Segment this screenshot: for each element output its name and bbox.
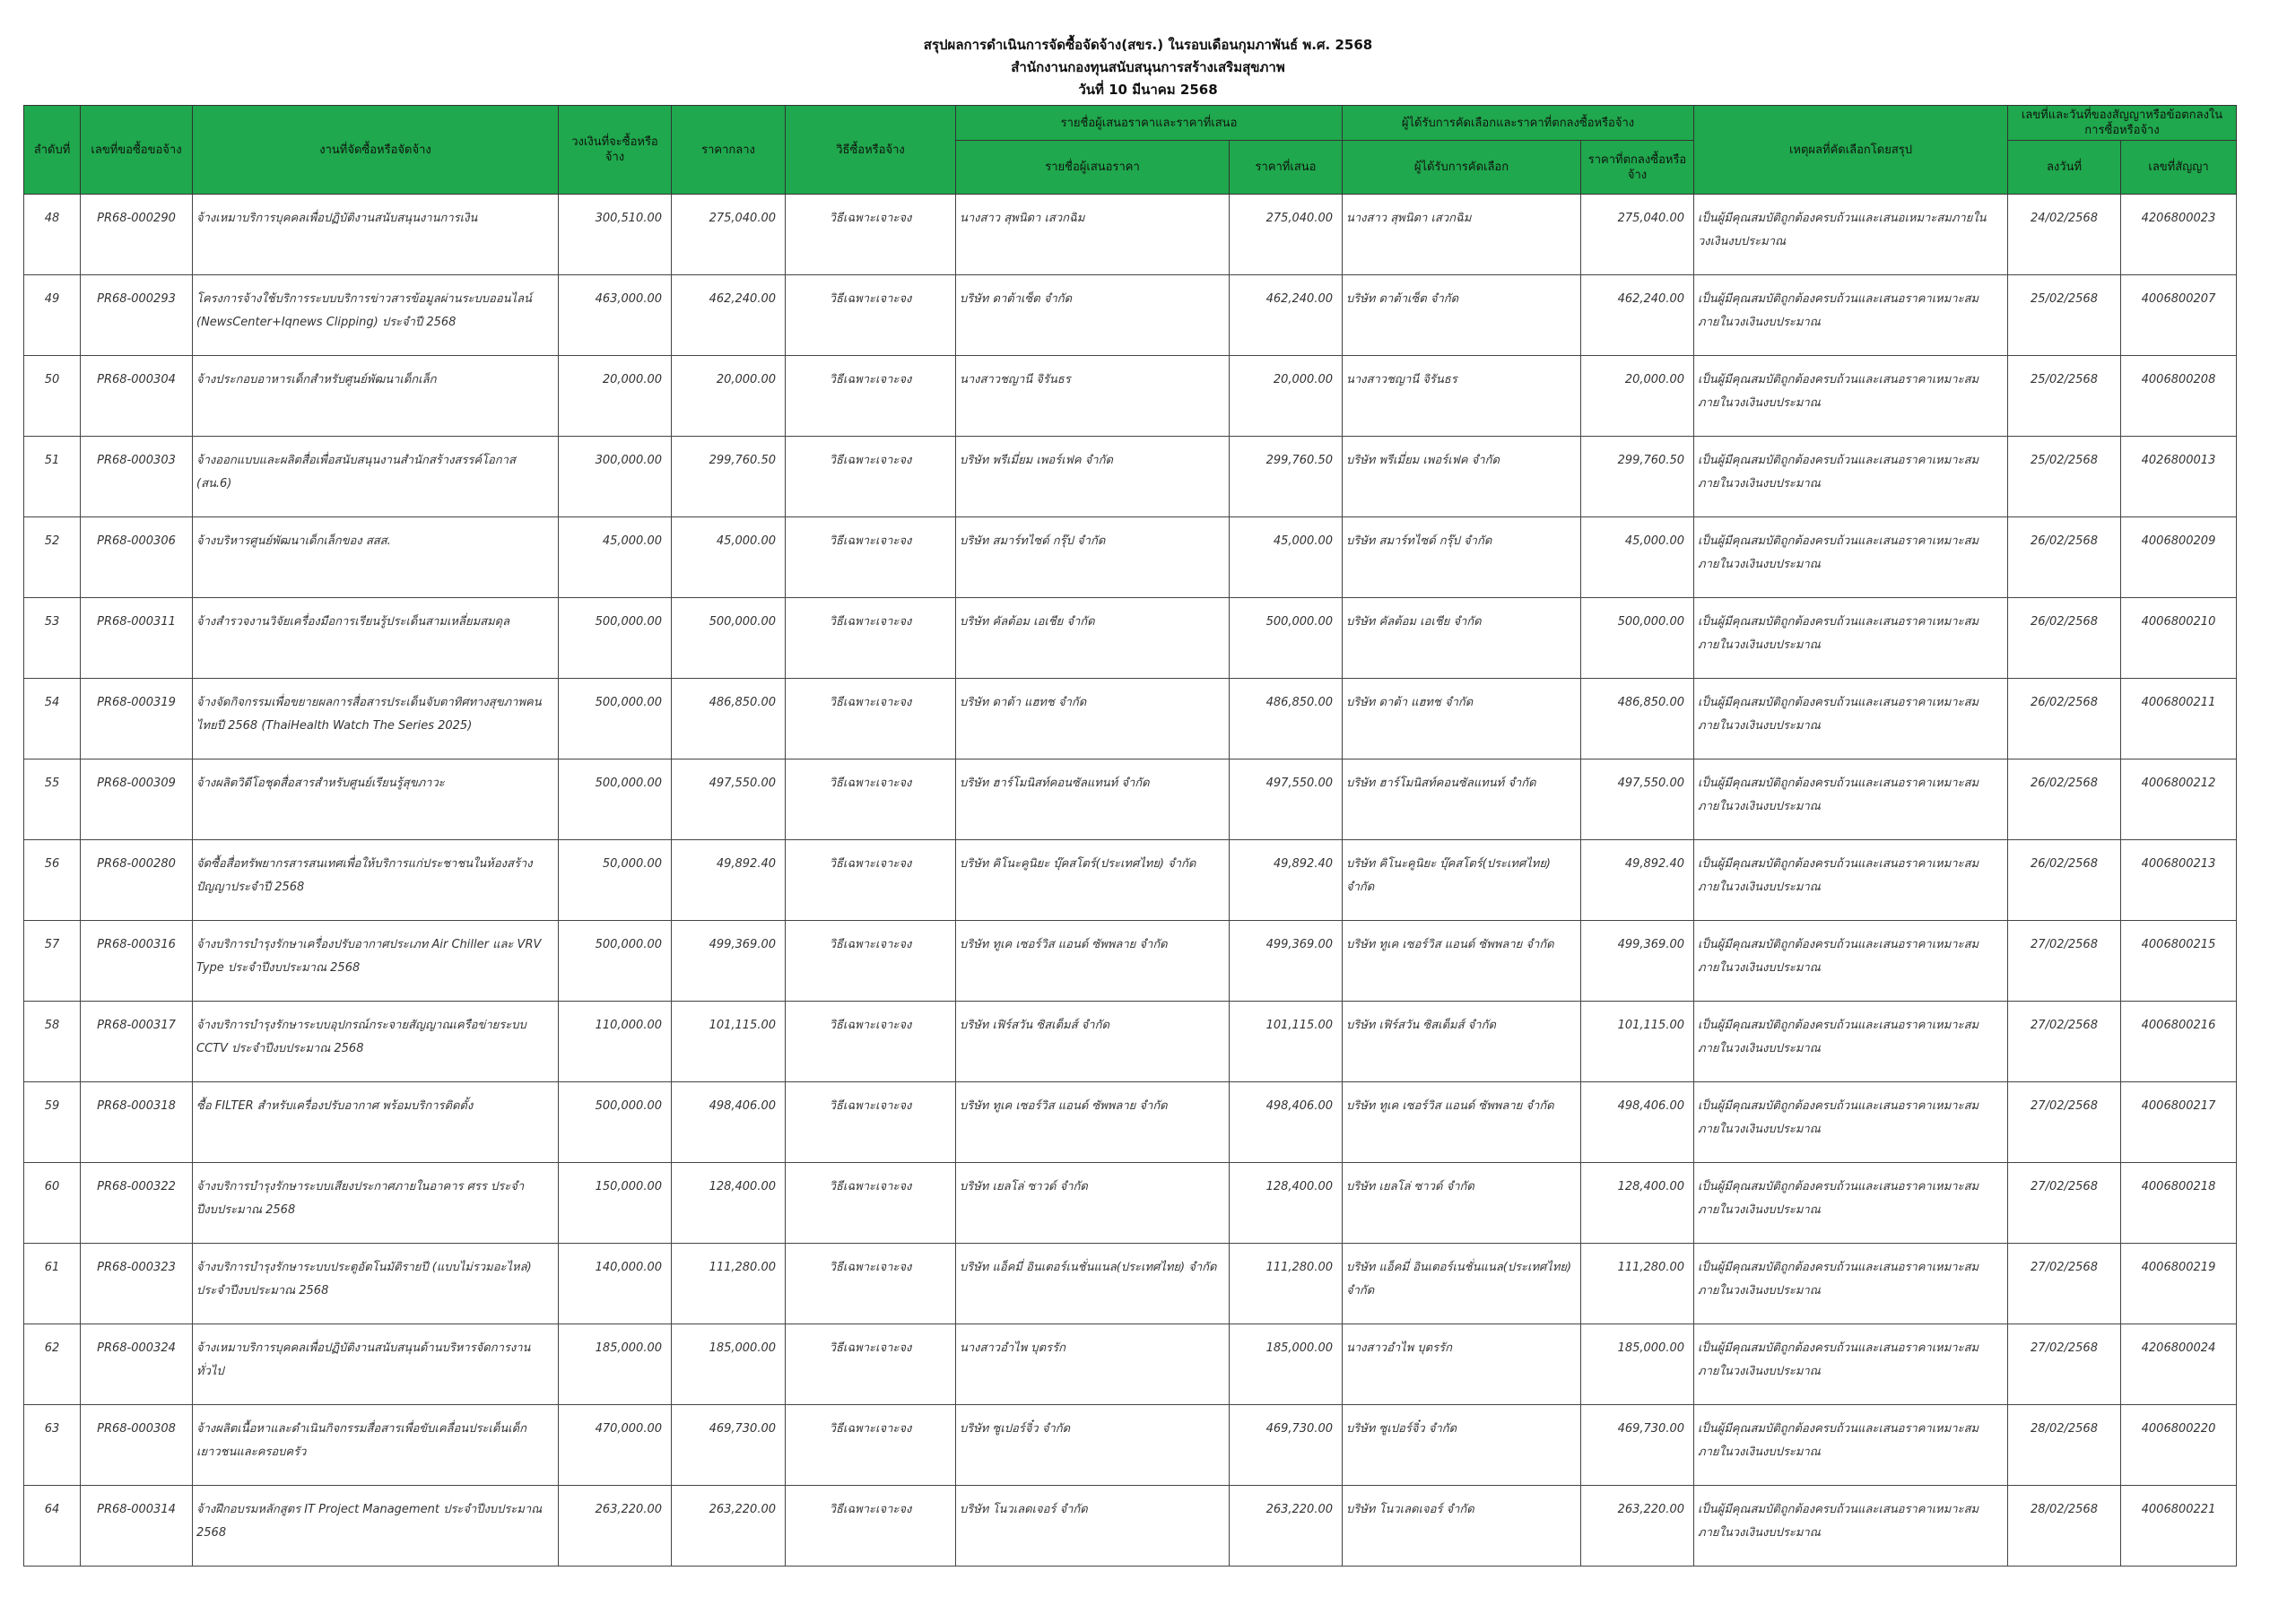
cell-no: 56 [24,840,81,921]
cell-budget: 500,000.00 [559,679,672,759]
cell-budget: 470,000.00 [559,1405,672,1486]
cell-contract-no: 4006800215 [2121,921,2237,1002]
cell-agreed-price: 20,000.00 [1581,356,1694,437]
cell-reason: เป็นผู้มีคุณสมบัติถูกต้องครบถ้วนและเสนอราคาเหมาะสมภายในวงเงินงบประมาณ [1694,1082,2008,1163]
cell-work: จ้างประกอบอาหารเด็กสำหรับศูนย์พัฒนาเด็กเล็ก [193,356,559,437]
cell-median-price: 469,730.00 [672,1405,786,1486]
cell-agreed-price: 263,220.00 [1581,1486,1694,1567]
cell-work: จ้างฝึกอบรมหลักสูตร IT Project Management ประจำปีงบประมาณ 2568 [193,1486,559,1567]
cell-budget: 300,510.00 [559,195,672,275]
cell-bidder-name: บริษัท คัลต้อม เอเชีย จำกัด [956,598,1230,679]
cell-budget: 500,000.00 [559,598,672,679]
cell-pr-number: PR68-000311 [81,598,193,679]
cell-median-price: 486,850.00 [672,679,786,759]
header-contract-no: เลขที่สัญญา [2121,141,2237,195]
cell-contract-no: 4006800208 [2121,356,2237,437]
cell-bidder-name: นางสาวชญานี จิรันธร [956,356,1230,437]
cell-selected-name: บริษัท คิโนะคูนิยะ บุ๊คสโตร์(ประเทศไทย) จำกัด [1343,840,1581,921]
table-row [24,356,2237,437]
table-row [24,517,2237,598]
cell-work: ซื้อ FILTER สำหรับเครื่องปรับอากาศ พร้อมบริการติดตั้ง [193,1082,559,1163]
cell-no: 49 [24,275,81,356]
cell-contract-date: 28/02/2568 [2008,1405,2121,1486]
cell-method: วิธีเฉพาะเจาะจง [786,759,956,840]
cell-method: วิธีเฉพาะเจาะจง [786,598,956,679]
header-selected-group: ผู้ได้รับการคัดเลือกและราคาที่ตกลงซื้อหรือจ้าง [1343,106,1694,141]
cell-agreed-price: 497,550.00 [1581,759,1694,840]
cell-reason: เป็นผู้มีคุณสมบัติถูกต้องครบถ้วนและเสนอราคาเหมาะสมภายในวงเงินงบประมาณ [1694,1324,2008,1405]
cell-no: 62 [24,1324,81,1405]
cell-selected-name: บริษัท คัลต้อม เอเชีย จำกัด [1343,598,1581,679]
table-row [24,1082,2237,1163]
cell-work: จ้างจัดกิจกรรมเพื่อขยายผลการสื่อสารประเด็นจับตาทิศทางสุขภาพคนไทยปี 2568 (ThaiHealth Watch The Series 2025) [193,679,559,759]
cell-contract-date: 25/02/2568 [2008,437,2121,517]
cell-contract-no: 4006800207 [2121,275,2237,356]
table-row [24,1002,2237,1082]
cell-reason: เป็นผู้มีคุณสมบัติถูกต้องครบถ้วนและเสนอราคาเหมาะสมภายในวงเงินงบประมาณ [1694,1002,2008,1082]
header-no: ลำดับที่ [24,106,81,195]
cell-contract-no: 4026800013 [2121,437,2237,517]
cell-contract-no: 4206800024 [2121,1324,2237,1405]
cell-agreed-price: 498,406.00 [1581,1082,1694,1163]
cell-work: จ้างออกแบบและผลิตสื่อเพื่อสนับสนุนงานสำนักสร้างสรรค์โอกาส (สน.6) [193,437,559,517]
cell-bidder-name: นางสาว สุพนิดา เสวกฉิม [956,195,1230,275]
cell-pr-number: PR68-000309 [81,759,193,840]
cell-median-price: 500,000.00 [672,598,786,679]
cell-reason: เป็นผู้มีคุณสมบัติถูกต้องครบถ้วนและเสนอราคาเหมาะสมภายในวงเงินงบประมาณ [1694,1405,2008,1486]
cell-no: 61 [24,1244,81,1324]
cell-method: วิธีเฉพาะเจาะจง [786,1324,956,1405]
cell-work: จ้างเหมาบริการบุคคลเพื่อปฏิบัติงานสนับสนุนด้านบริหารจัดการงานทั่วไป [193,1324,559,1405]
cell-bid-price: 499,369.00 [1230,921,1343,1002]
cell-pr-number: PR68-000280 [81,840,193,921]
cell-median-price: 20,000.00 [672,356,786,437]
cell-work: จ้างบริหารศูนย์พัฒนาเด็กเล็กของ สสส. [193,517,559,598]
cell-pr-number: PR68-000317 [81,1002,193,1082]
cell-selected-name: บริษัท ทูเค เซอร์วิส แอนด์ ซัพพลาย จำกัด [1343,921,1581,1002]
table-row [24,921,2237,1002]
cell-contract-no: 4206800023 [2121,195,2237,275]
cell-bidder-name: บริษัท พรีเมี่ยม เพอร์เฟค จำกัด [956,437,1230,517]
cell-bidder-name: บริษัท โนวเลดเจอร์ จำกัด [956,1486,1230,1567]
report-date: วันที่ 10 มีนาคม 2568 [1078,82,1218,98]
cell-pr-number: PR68-000316 [81,921,193,1002]
table-row [24,759,2237,840]
cell-contract-date: 27/02/2568 [2008,1082,2121,1163]
cell-pr-number: PR68-000324 [81,1324,193,1405]
cell-contract-date: 27/02/2568 [2008,1002,2121,1082]
cell-reason: เป็นผู้มีคุณสมบัติถูกต้องครบถ้วนและเสนอราคาเหมาะสมภายในวงเงินงบประมาณ [1694,921,2008,1002]
cell-selected-name: นางสาวอำไพ บุตรรัก [1343,1324,1581,1405]
cell-bidder-name: บริษัท ดาต้าเซ็ต จำกัด [956,275,1230,356]
header-contract-group: เลขที่และวันที่ของสัญญาหรือข้อตกลงในการซื้อหรือจ้าง [2008,106,2237,141]
cell-no: 59 [24,1082,81,1163]
cell-method: วิธีเฉพาะเจาะจง [786,437,956,517]
cell-contract-date: 26/02/2568 [2008,598,2121,679]
cell-agreed-price: 275,040.00 [1581,195,1694,275]
cell-median-price: 263,220.00 [672,1486,786,1567]
cell-method: วิธีเฉพาะเจาะจง [786,195,956,275]
header-budget: วงเงินที่จะซื้อหรือจ้าง [559,106,672,195]
cell-reason: เป็นผู้มีคุณสมบัติถูกต้องครบถ้วนและเสนอราคาเหมาะสมภายในวงเงินงบประมาณ [1694,1244,2008,1324]
cell-median-price: 497,550.00 [672,759,786,840]
cell-method: วิธีเฉพาะเจาะจง [786,921,956,1002]
report-titles [0,34,2296,101]
cell-contract-no: 4006800221 [2121,1486,2237,1567]
cell-reason: เป็นผู้มีคุณสมบัติถูกต้องครบถ้วนและเสนอราคาเหมาะสมภายในวงเงินงบประมาณ [1694,759,2008,840]
cell-pr-number: PR68-000293 [81,275,193,356]
cell-work: จ้างบริการบำรุงรักษาระบบเสียงประกาศภายในอาคาร ศรร ประจำปีงบประมาณ 2568 [193,1163,559,1244]
cell-agreed-price: 111,280.00 [1581,1244,1694,1324]
cell-work: จ้างบริการบำรุงรักษาระบบประตูอัตโนมัติรายปี (แบบไม่รวมอะไหล่) ประจำปีงบประมาณ 2568 [193,1244,559,1324]
cell-pr-number: PR68-000290 [81,195,193,275]
cell-selected-name: บริษัท ซูเปอร์จิ๋ว จำกัด [1343,1405,1581,1486]
cell-median-price: 45,000.00 [672,517,786,598]
cell-selected-name: นางสาวชญานี จิรันธร [1343,356,1581,437]
cell-work: จ้างผลิตวิดีโอชุดสื่อสารสำหรับศูนย์เรียนรู้สุขภาวะ [193,759,559,840]
cell-contract-date: 26/02/2568 [2008,840,2121,921]
cell-median-price: 128,400.00 [672,1163,786,1244]
header-agreed-price: ราคาที่ตกลงซื้อหรือจ้าง [1581,141,1694,195]
cell-median-price: 275,040.00 [672,195,786,275]
cell-no: 63 [24,1405,81,1486]
cell-median-price: 299,760.50 [672,437,786,517]
cell-contract-no: 4006800209 [2121,517,2237,598]
cell-method: วิธีเฉพาะเจาะจง [786,840,956,921]
cell-pr-number: PR68-000308 [81,1405,193,1486]
cell-median-price: 499,369.00 [672,921,786,1002]
cell-contract-no: 4006800212 [2121,759,2237,840]
cell-agreed-price: 486,850.00 [1581,679,1694,759]
cell-budget: 45,000.00 [559,517,672,598]
cell-method: วิธีเฉพาะเจาะจง [786,1082,956,1163]
cell-method: วิธีเฉพาะเจาะจง [786,517,956,598]
table-row [24,1486,2237,1567]
table-row [24,598,2237,679]
cell-pr-number: PR68-000318 [81,1082,193,1163]
cell-contract-no: 4006800211 [2121,679,2237,759]
cell-method: วิธีเฉพาะเจาะจง [786,1002,956,1082]
cell-bid-price: 498,406.00 [1230,1082,1343,1163]
cell-bid-price: 500,000.00 [1230,598,1343,679]
cell-selected-name: บริษัท โนวเลดเจอร์ จำกัด [1343,1486,1581,1567]
cell-agreed-price: 185,000.00 [1581,1324,1694,1405]
cell-method: วิธีเฉพาะเจาะจง [786,356,956,437]
cell-reason: เป็นผู้มีคุณสมบัติถูกต้องครบถ้วนและเสนอราคาเหมาะสมภายในวงเงินงบประมาณ [1694,598,2008,679]
cell-bidder-name: บริษัท เยลโล่ ซาวด์ จำกัด [956,1163,1230,1244]
cell-method: วิธีเฉพาะเจาะจง [786,1244,956,1324]
cell-agreed-price: 499,369.00 [1581,921,1694,1002]
cell-bidder-name: บริษัท ดาต้า แฮทช จำกัด [956,679,1230,759]
cell-selected-name: บริษัท เยลโล่ ซาวด์ จำกัด [1343,1163,1581,1244]
cell-bid-price: 462,240.00 [1230,275,1343,356]
cell-contract-no: 4006800220 [2121,1405,2237,1486]
cell-no: 51 [24,437,81,517]
report-title: สรุปผลการดำเนินการจัดซื้อจัดจ้าง(สขร.) ในรอบเดือนกุมภาพันธ์ พ.ศ. 2568 [923,37,1373,53]
cell-selected-name: บริษัท ดาต้า แฮทช จำกัด [1343,679,1581,759]
header-selected-name: ผู้ได้รับการคัดเลือก [1343,141,1581,195]
cell-contract-date: 26/02/2568 [2008,517,2121,598]
table-row [24,195,2237,275]
cell-work: จ้างสำรวจงานวิจัยเครื่องมือการเรียนรู้ประเด็นสามเหลี่ยมสมดุล [193,598,559,679]
cell-bid-price: 45,000.00 [1230,517,1343,598]
cell-pr-number: PR68-000322 [81,1163,193,1244]
cell-bid-price: 101,115.00 [1230,1002,1343,1082]
cell-pr-number: PR68-000304 [81,356,193,437]
cell-pr-number: PR68-000323 [81,1244,193,1324]
cell-contract-no: 4006800217 [2121,1082,2237,1163]
header-method: วิธีซื้อหรือจ้าง [786,106,956,195]
cell-selected-name: บริษัท ดาต้าเซ็ต จำกัด [1343,275,1581,356]
cell-contract-no: 4006800218 [2121,1163,2237,1244]
cell-budget: 300,000.00 [559,437,672,517]
cell-work: จ้างบริการบำรุงรักษาเครื่องปรับอากาศประเภท Air Chiller และ VRV Type ประจำปีงบประมาณ 2568 [193,921,559,1002]
header-contract-date: ลงวันที่ [2008,141,2121,195]
cell-bidder-name: บริษัท เฟิร์สวัน ซิสเต็มส์ จำกัด [956,1002,1230,1082]
cell-pr-number: PR68-000319 [81,679,193,759]
cell-budget: 500,000.00 [559,1082,672,1163]
cell-reason: เป็นผู้มีคุณสมบัติถูกต้องครบถ้วนและเสนอราคาเหมาะสมภายในวงเงินงบประมาณ [1694,1163,2008,1244]
cell-no: 57 [24,921,81,1002]
cell-median-price: 49,892.40 [672,840,786,921]
cell-contract-date: 27/02/2568 [2008,1244,2121,1324]
cell-median-price: 498,406.00 [672,1082,786,1163]
table-row [24,437,2237,517]
cell-method: วิธีเฉพาะเจาะจง [786,1486,956,1567]
cell-budget: 50,000.00 [559,840,672,921]
cell-bid-price: 469,730.00 [1230,1405,1343,1486]
cell-contract-date: 27/02/2568 [2008,1324,2121,1405]
cell-selected-name: บริษัท สมาร์ทไซด์ กรุ๊ป จำกัด [1343,517,1581,598]
cell-bid-price: 275,040.00 [1230,195,1343,275]
cell-selected-name: บริษัท พรีเมี่ยม เพอร์เฟค จำกัด [1343,437,1581,517]
cell-bidder-name: บริษัท ทูเค เซอร์วิส แอนด์ ซัพพลาย จำกัด [956,921,1230,1002]
cell-contract-date: 26/02/2568 [2008,679,2121,759]
table-body [24,195,2237,1567]
cell-selected-name: บริษัท ทูเค เซอร์วิส แอนด์ ซัพพลาย จำกัด [1343,1082,1581,1163]
agency-name: สำนักงานกองทุนสนับสนุนการสร้างเสริมสุขภาพ [1011,59,1285,75]
cell-median-price: 101,115.00 [672,1002,786,1082]
table-row [24,275,2237,356]
cell-no: 50 [24,356,81,437]
cell-bidder-name: นางสาวอำไพ บุตรรัก [956,1324,1230,1405]
header-pr-number: เลขที่ขอซื้อขอจ้าง [81,106,193,195]
cell-bid-price: 486,850.00 [1230,679,1343,759]
cell-reason: เป็นผู้มีคุณสมบัติถูกต้องครบถ้วนและเสนอเหมาะสมภายในวงเงินงบประมาณ [1694,195,2008,275]
cell-reason: เป็นผู้มีคุณสมบัติถูกต้องครบถ้วนและเสนอราคาเหมาะสมภายในวงเงินงบประมาณ [1694,1486,2008,1567]
table-row [24,840,2237,921]
cell-no: 58 [24,1002,81,1082]
cell-agreed-price: 45,000.00 [1581,517,1694,598]
header-bidder-name: รายชื่อผู้เสนอราคา [956,141,1230,195]
cell-reason: เป็นผู้มีคุณสมบัติถูกต้องครบถ้วนและเสนอราคาเหมาะสมภายในวงเงินงบประมาณ [1694,356,2008,437]
cell-bidder-name: บริษัท แอ็คมี่ อินเตอร์เนชั่นแนล(ประเทศไทย) จำกัด [956,1244,1230,1324]
cell-bid-price: 128,400.00 [1230,1163,1343,1244]
cell-bid-price: 185,000.00 [1230,1324,1343,1405]
cell-budget: 500,000.00 [559,759,672,840]
table-row [24,1324,2237,1405]
cell-no: 48 [24,195,81,275]
cell-contract-no: 4006800210 [2121,598,2237,679]
cell-reason: เป็นผู้มีคุณสมบัติถูกต้องครบถ้วนและเสนอราคาเหมาะสมภายในวงเงินงบประมาณ [1694,437,2008,517]
cell-work: จัดซื้อสื่อทรัพยากรสารสนเทศเพื่อให้บริการแก่ประชาชนในห้องสร้างปัญญาประจำปี 2568 [193,840,559,921]
cell-work: จ้างเหมาบริการบุคคลเพื่อปฏิบัติงานสนับสนุนงานการเงิน [193,195,559,275]
cell-work: จ้างผลิตเนื้อหาและดำเนินกิจกรรมสื่อสารเพื่อขับเคลื่อนประเด็นเด็กเยาวชนและครอบครัว [193,1405,559,1486]
cell-bid-price: 497,550.00 [1230,759,1343,840]
cell-budget: 500,000.00 [559,921,672,1002]
cell-median-price: 462,240.00 [672,275,786,356]
cell-contract-no: 4006800213 [2121,840,2237,921]
cell-contract-date: 27/02/2568 [2008,1163,2121,1244]
table-row [24,679,2237,759]
header-work: งานที่จัดซื้อหรือจัดจ้าง [193,106,559,195]
cell-contract-no: 4006800216 [2121,1002,2237,1082]
cell-no: 60 [24,1163,81,1244]
header-bid-price: ราคาที่เสนอ [1230,141,1343,195]
cell-pr-number: PR68-000306 [81,517,193,598]
cell-bid-price: 49,892.40 [1230,840,1343,921]
cell-method: วิธีเฉพาะเจาะจง [786,275,956,356]
cell-contract-date: 25/02/2568 [2008,356,2121,437]
cell-agreed-price: 128,400.00 [1581,1163,1694,1244]
cell-no: 54 [24,679,81,759]
cell-bidder-name: บริษัท สมาร์ทไซด์ กรุ๊ป จำกัด [956,517,1230,598]
cell-bidder-name: บริษัท ซูเปอร์จิ๋ว จำกัด [956,1405,1230,1486]
cell-budget: 150,000.00 [559,1163,672,1244]
cell-no: 52 [24,517,81,598]
header-median-price: ราคากลาง [672,106,786,195]
cell-median-price: 185,000.00 [672,1324,786,1405]
cell-contract-date: 27/02/2568 [2008,921,2121,1002]
cell-selected-name: บริษัท แอ็คมี่ อินเตอร์เนชั่นแนล(ประเทศไทย) จำกัด [1343,1244,1581,1324]
cell-no: 53 [24,598,81,679]
cell-agreed-price: 462,240.00 [1581,275,1694,356]
cell-bid-price: 111,280.00 [1230,1244,1343,1324]
cell-bid-price: 263,220.00 [1230,1486,1343,1567]
cell-budget: 463,000.00 [559,275,672,356]
cell-budget: 110,000.00 [559,1002,672,1082]
cell-bidder-name: บริษัท คิโนะคูนิยะ บุ๊คสโตร์(ประเทศไทย) จำกัด [956,840,1230,921]
cell-reason: เป็นผู้มีคุณสมบัติถูกต้องครบถ้วนและเสนอราคาเหมาะสมภายในวงเงินงบประมาณ [1694,679,2008,759]
cell-budget: 263,220.00 [559,1486,672,1567]
table-row [24,1405,2237,1486]
cell-agreed-price: 469,730.00 [1581,1405,1694,1486]
table-row [24,1163,2237,1244]
cell-method: วิธีเฉพาะเจาะจง [786,1405,956,1486]
cell-contract-date: 24/02/2568 [2008,195,2121,275]
cell-pr-number: PR68-000314 [81,1486,193,1567]
cell-reason: เป็นผู้มีคุณสมบัติถูกต้องครบถ้วนและเสนอราคาเหมาะสมภายในวงเงินงบประมาณ [1694,517,2008,598]
cell-selected-name: นางสาว สุพนิดา เสวกฉิม [1343,195,1581,275]
procurement-table [23,105,2237,1567]
cell-agreed-price: 49,892.40 [1581,840,1694,921]
cell-pr-number: PR68-000303 [81,437,193,517]
cell-contract-no: 4006800219 [2121,1244,2237,1324]
cell-contract-date: 25/02/2568 [2008,275,2121,356]
cell-bidder-name: บริษัท ฮาร์โมนิสท์คอนซัลแทนท์ จำกัด [956,759,1230,840]
cell-median-price: 111,280.00 [672,1244,786,1324]
cell-reason: เป็นผู้มีคุณสมบัติถูกต้องครบถ้วนและเสนอราคาเหมาะสมภายในวงเงินงบประมาณ [1694,840,2008,921]
cell-work: จ้างบริการบำรุงรักษาระบบอุปกรณ์กระจายสัญญาณเครือข่ายระบบ CCTV ประจำปีงบประมาณ 2568 [193,1002,559,1082]
cell-no: 64 [24,1486,81,1567]
cell-contract-date: 26/02/2568 [2008,759,2121,840]
cell-method: วิธีเฉพาะเจาะจง [786,679,956,759]
cell-agreed-price: 101,115.00 [1581,1002,1694,1082]
header-bidders-group: รายชื่อผู้เสนอราคาและราคาที่เสนอ [956,106,1343,141]
cell-agreed-price: 299,760.50 [1581,437,1694,517]
cell-bid-price: 20,000.00 [1230,356,1343,437]
cell-bid-price: 299,760.50 [1230,437,1343,517]
cell-budget: 20,000.00 [559,356,672,437]
cell-method: วิธีเฉพาะเจาะจง [786,1163,956,1244]
cell-selected-name: บริษัท เฟิร์สวัน ซิสเต็มส์ จำกัด [1343,1002,1581,1082]
cell-agreed-price: 500,000.00 [1581,598,1694,679]
cell-no: 55 [24,759,81,840]
header-reason: เหตุผลที่คัดเลือกโดยสรุป [1694,106,2008,195]
cell-bidder-name: บริษัท ทูเค เซอร์วิส แอนด์ ซัพพลาย จำกัด [956,1082,1230,1163]
cell-work: โครงการจ้างใช้บริการระบบบริการข่าวสารข้อมูลผ่านระบบออนไลน์ (NewsCenter+Iqnews Clipping) ประจำปี 2568 [193,275,559,356]
table-row [24,1244,2237,1324]
cell-budget: 185,000.00 [559,1324,672,1405]
cell-reason: เป็นผู้มีคุณสมบัติถูกต้องครบถ้วนและเสนอราคาเหมาะสมภายในวงเงินงบประมาณ [1694,275,2008,356]
cell-selected-name: บริษัท ฮาร์โมนิสท์คอนซัลแทนท์ จำกัด [1343,759,1581,840]
cell-budget: 140,000.00 [559,1244,672,1324]
cell-contract-date: 28/02/2568 [2008,1486,2121,1567]
table-header [24,106,2237,195]
